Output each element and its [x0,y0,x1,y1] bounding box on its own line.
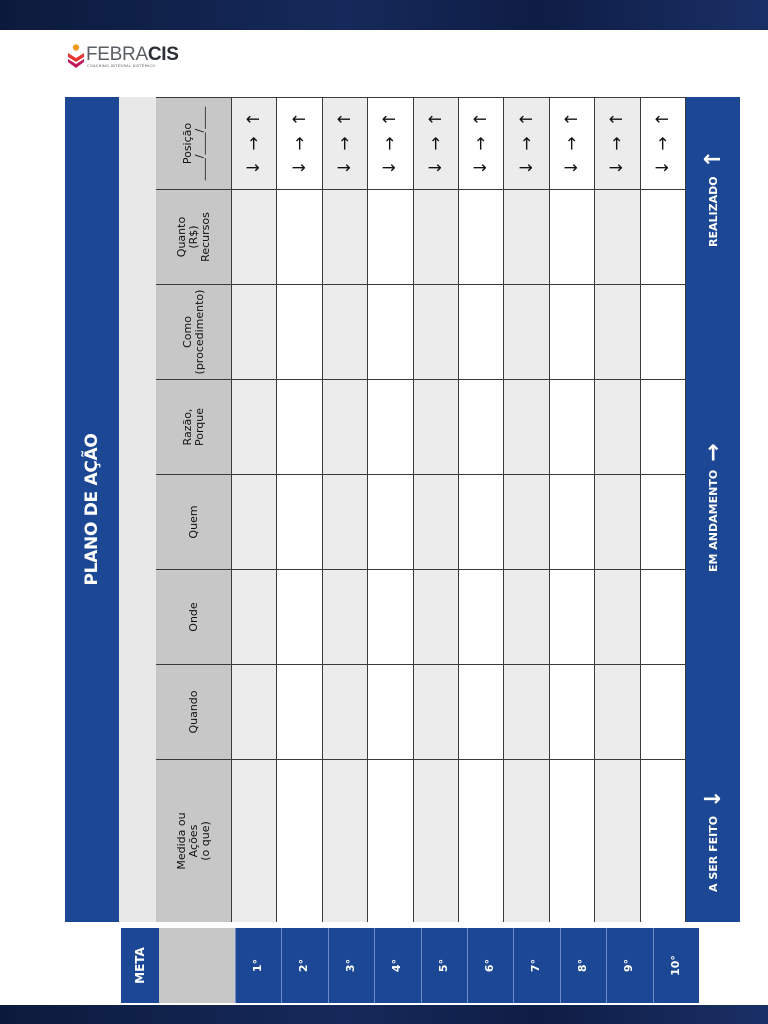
table-cell[interactable] [323,569,368,664]
position-cell[interactable] [595,97,640,189]
arrow-right-icon[interactable]: → [334,136,355,151]
arrow-right-icon[interactable]: → [289,136,310,151]
arrow-down-icon[interactable]: ↓ [380,160,401,175]
table-cell[interactable] [232,284,277,379]
legend-in-progress [686,443,740,572]
table-cell[interactable] [323,759,368,922]
arrow-right-icon[interactable]: → [380,136,401,151]
meta-row-number: 1° [235,928,279,1003]
status-legend [686,97,740,922]
arrow-down-icon[interactable]: ↓ [244,160,265,175]
meta-column [121,928,699,1003]
table-cell[interactable] [323,474,368,569]
table-cell[interactable] [459,759,504,922]
column-header: Quem [156,474,232,569]
arrow-up-icon[interactable]: ↑ [471,112,492,127]
arrow-right-icon[interactable]: → [561,136,582,151]
table-cell[interactable] [232,379,277,474]
table-cell[interactable] [459,284,504,379]
table-cell[interactable] [595,284,640,379]
table-cell[interactable] [323,664,368,759]
table-cell[interactable] [641,474,686,569]
table-cell[interactable] [414,474,459,569]
position-arrows [504,98,548,189]
logo-wordmark: FEBRACIS [86,44,179,65]
arrow-up-icon[interactable]: ↑ [652,112,673,127]
table-cell[interactable] [277,189,322,284]
meta-row-number: 3° [328,928,372,1003]
column-header: Onde [156,569,232,664]
table-cell[interactable] [277,474,322,569]
legend-done-label: REALIZADO [706,176,720,247]
table-cell[interactable] [550,379,595,474]
arrow-down-icon[interactable]: ↓ [607,160,628,175]
table-cell[interactable] [232,189,277,284]
arrow-down-icon[interactable]: ↓ [334,160,355,175]
column-header: Quando [156,664,232,759]
table-cell[interactable] [323,379,368,474]
position-arrows [414,98,458,189]
table-cell[interactable] [595,569,640,664]
position-cell[interactable] [323,97,368,189]
position-cell[interactable] [459,97,504,189]
table-cell[interactable] [504,379,549,474]
table-cell[interactable] [414,759,459,922]
table-cell[interactable] [459,664,504,759]
arrow-right-icon: → [700,443,726,462]
arrow-right-icon[interactable]: → [652,136,673,151]
meta-row-number: 4° [374,928,418,1003]
position-cell[interactable] [232,97,277,189]
table-cell[interactable] [277,569,322,664]
position-cell[interactable] [550,97,595,189]
table-cell[interactable] [641,379,686,474]
legend-in-progress-label: EM ANDAMENTO [706,469,720,572]
position-arrows [232,98,276,189]
table-cell[interactable] [550,569,595,664]
meta-row-number: 10° [653,928,697,1003]
table-cell[interactable] [459,379,504,474]
legend-to-do-label: A SER FEITO [706,815,720,892]
arrow-right-icon[interactable]: → [425,136,446,151]
arrow-right-icon[interactable]: → [607,136,628,151]
arrow-down-icon: ↓ [700,789,726,808]
arrow-up-icon[interactable]: ↑ [289,112,310,127]
legend-done [686,150,740,247]
arrow-up-icon[interactable]: ↑ [561,112,582,127]
table-cell[interactable] [368,759,413,922]
table-cell[interactable] [368,284,413,379]
position-cell[interactable] [414,97,459,189]
position-arrows [550,98,594,189]
table-blank-strip [119,97,156,922]
position-arrows [277,98,321,189]
table-cell[interactable] [595,664,640,759]
table-cell[interactable] [504,664,549,759]
action-plan-sheet [65,97,740,922]
table-cell[interactable] [504,474,549,569]
column-header: Razão, Porque [156,379,232,474]
column-header: Posição ____/____/____ [156,97,232,189]
table-cell[interactable] [641,189,686,284]
febracis-logo-mark-icon [65,44,87,70]
table-cell[interactable] [504,284,549,379]
table-cell[interactable] [641,759,686,922]
table-cell[interactable] [232,569,277,664]
table-cell[interactable] [550,284,595,379]
position-cell[interactable] [368,97,413,189]
arrow-up-icon[interactable]: ↑ [516,112,537,127]
arrow-down-icon[interactable]: ↓ [516,160,537,175]
column-header: Quanto (R$) Recursos [156,189,232,284]
table-cell[interactable] [595,189,640,284]
arrow-down-icon[interactable]: ↓ [652,160,673,175]
meta-row-number: 2° [281,928,325,1003]
table-cell[interactable] [459,474,504,569]
meta-row-number: 8° [560,928,604,1003]
meta-header: META [133,947,147,984]
table-cell[interactable] [368,189,413,284]
arrow-down-icon[interactable]: ↓ [561,160,582,175]
table-cell[interactable] [277,759,322,922]
table-cell[interactable] [459,569,504,664]
table-cell[interactable] [414,189,459,284]
meta-header-blank [159,928,235,1003]
table-cell[interactable] [368,569,413,664]
table-cell[interactable] [504,189,549,284]
table-cell[interactable] [550,474,595,569]
logo-tagline: COACHING INTEGRAL SISTÊMICO [87,64,156,68]
table-cell[interactable] [459,189,504,284]
table-cell[interactable] [550,759,595,922]
table-cell[interactable] [368,664,413,759]
table-cell[interactable] [232,474,277,569]
arrow-up-icon[interactable]: ↑ [607,112,628,127]
table-cell[interactable] [504,759,549,922]
arrow-up-icon[interactable]: ↑ [425,112,446,127]
position-arrows [595,98,639,189]
arrow-right-icon[interactable]: → [516,136,537,151]
legend-to-do [686,790,740,893]
table-cell[interactable] [277,664,322,759]
table-cell[interactable] [277,379,322,474]
position-arrows [641,98,685,189]
position-arrows [459,98,503,189]
arrow-up-icon: ↑ [700,149,726,169]
table-cell[interactable] [550,189,595,284]
table-cell[interactable] [323,284,368,379]
position-cell[interactable] [504,97,549,189]
meta-row-number: 6° [467,928,511,1003]
position-arrows [368,98,412,189]
table-cell[interactable] [595,379,640,474]
table-cell[interactable] [368,474,413,569]
table-cell[interactable] [414,569,459,664]
table-cell[interactable] [414,664,459,759]
table-cell[interactable] [323,189,368,284]
meta-row-number: 7° [513,928,557,1003]
table-cell[interactable] [641,664,686,759]
table-cell[interactable] [277,284,322,379]
arrow-down-icon[interactable]: ↓ [289,160,310,175]
table-cell[interactable] [641,569,686,664]
bottom-banner [0,1005,768,1024]
febracis-logo [65,44,179,72]
table-cell[interactable] [641,284,686,379]
table-cell[interactable] [232,759,277,922]
arrow-down-icon[interactable]: ↓ [425,160,446,175]
meta-row-number: 9° [606,928,650,1003]
table-cell[interactable] [232,664,277,759]
arrow-up-icon[interactable]: ↑ [244,112,265,127]
top-banner [0,0,768,30]
column-header: Medida ou Ações (o que) [156,759,232,922]
arrow-right-icon[interactable]: → [244,136,265,151]
arrow-down-icon[interactable]: ↓ [471,160,492,175]
table-cell[interactable] [414,284,459,379]
arrow-up-icon[interactable]: ↑ [334,112,355,127]
page-title: PLANO DE AÇÃO [65,97,119,922]
table-cell[interactable] [414,379,459,474]
table-cell[interactable] [504,569,549,664]
meta-row-number: 5° [421,928,465,1003]
position-cell[interactable] [277,97,322,189]
arrow-up-icon[interactable]: ↑ [380,112,401,127]
table-cell[interactable] [550,664,595,759]
arrow-right-icon[interactable]: → [471,136,492,151]
table-cell[interactable] [595,474,640,569]
position-arrows [323,98,367,189]
position-cell[interactable] [641,97,686,189]
column-header: Como (procedimento) [156,284,232,379]
table-cell[interactable] [595,759,640,922]
table-cell[interactable] [368,379,413,474]
